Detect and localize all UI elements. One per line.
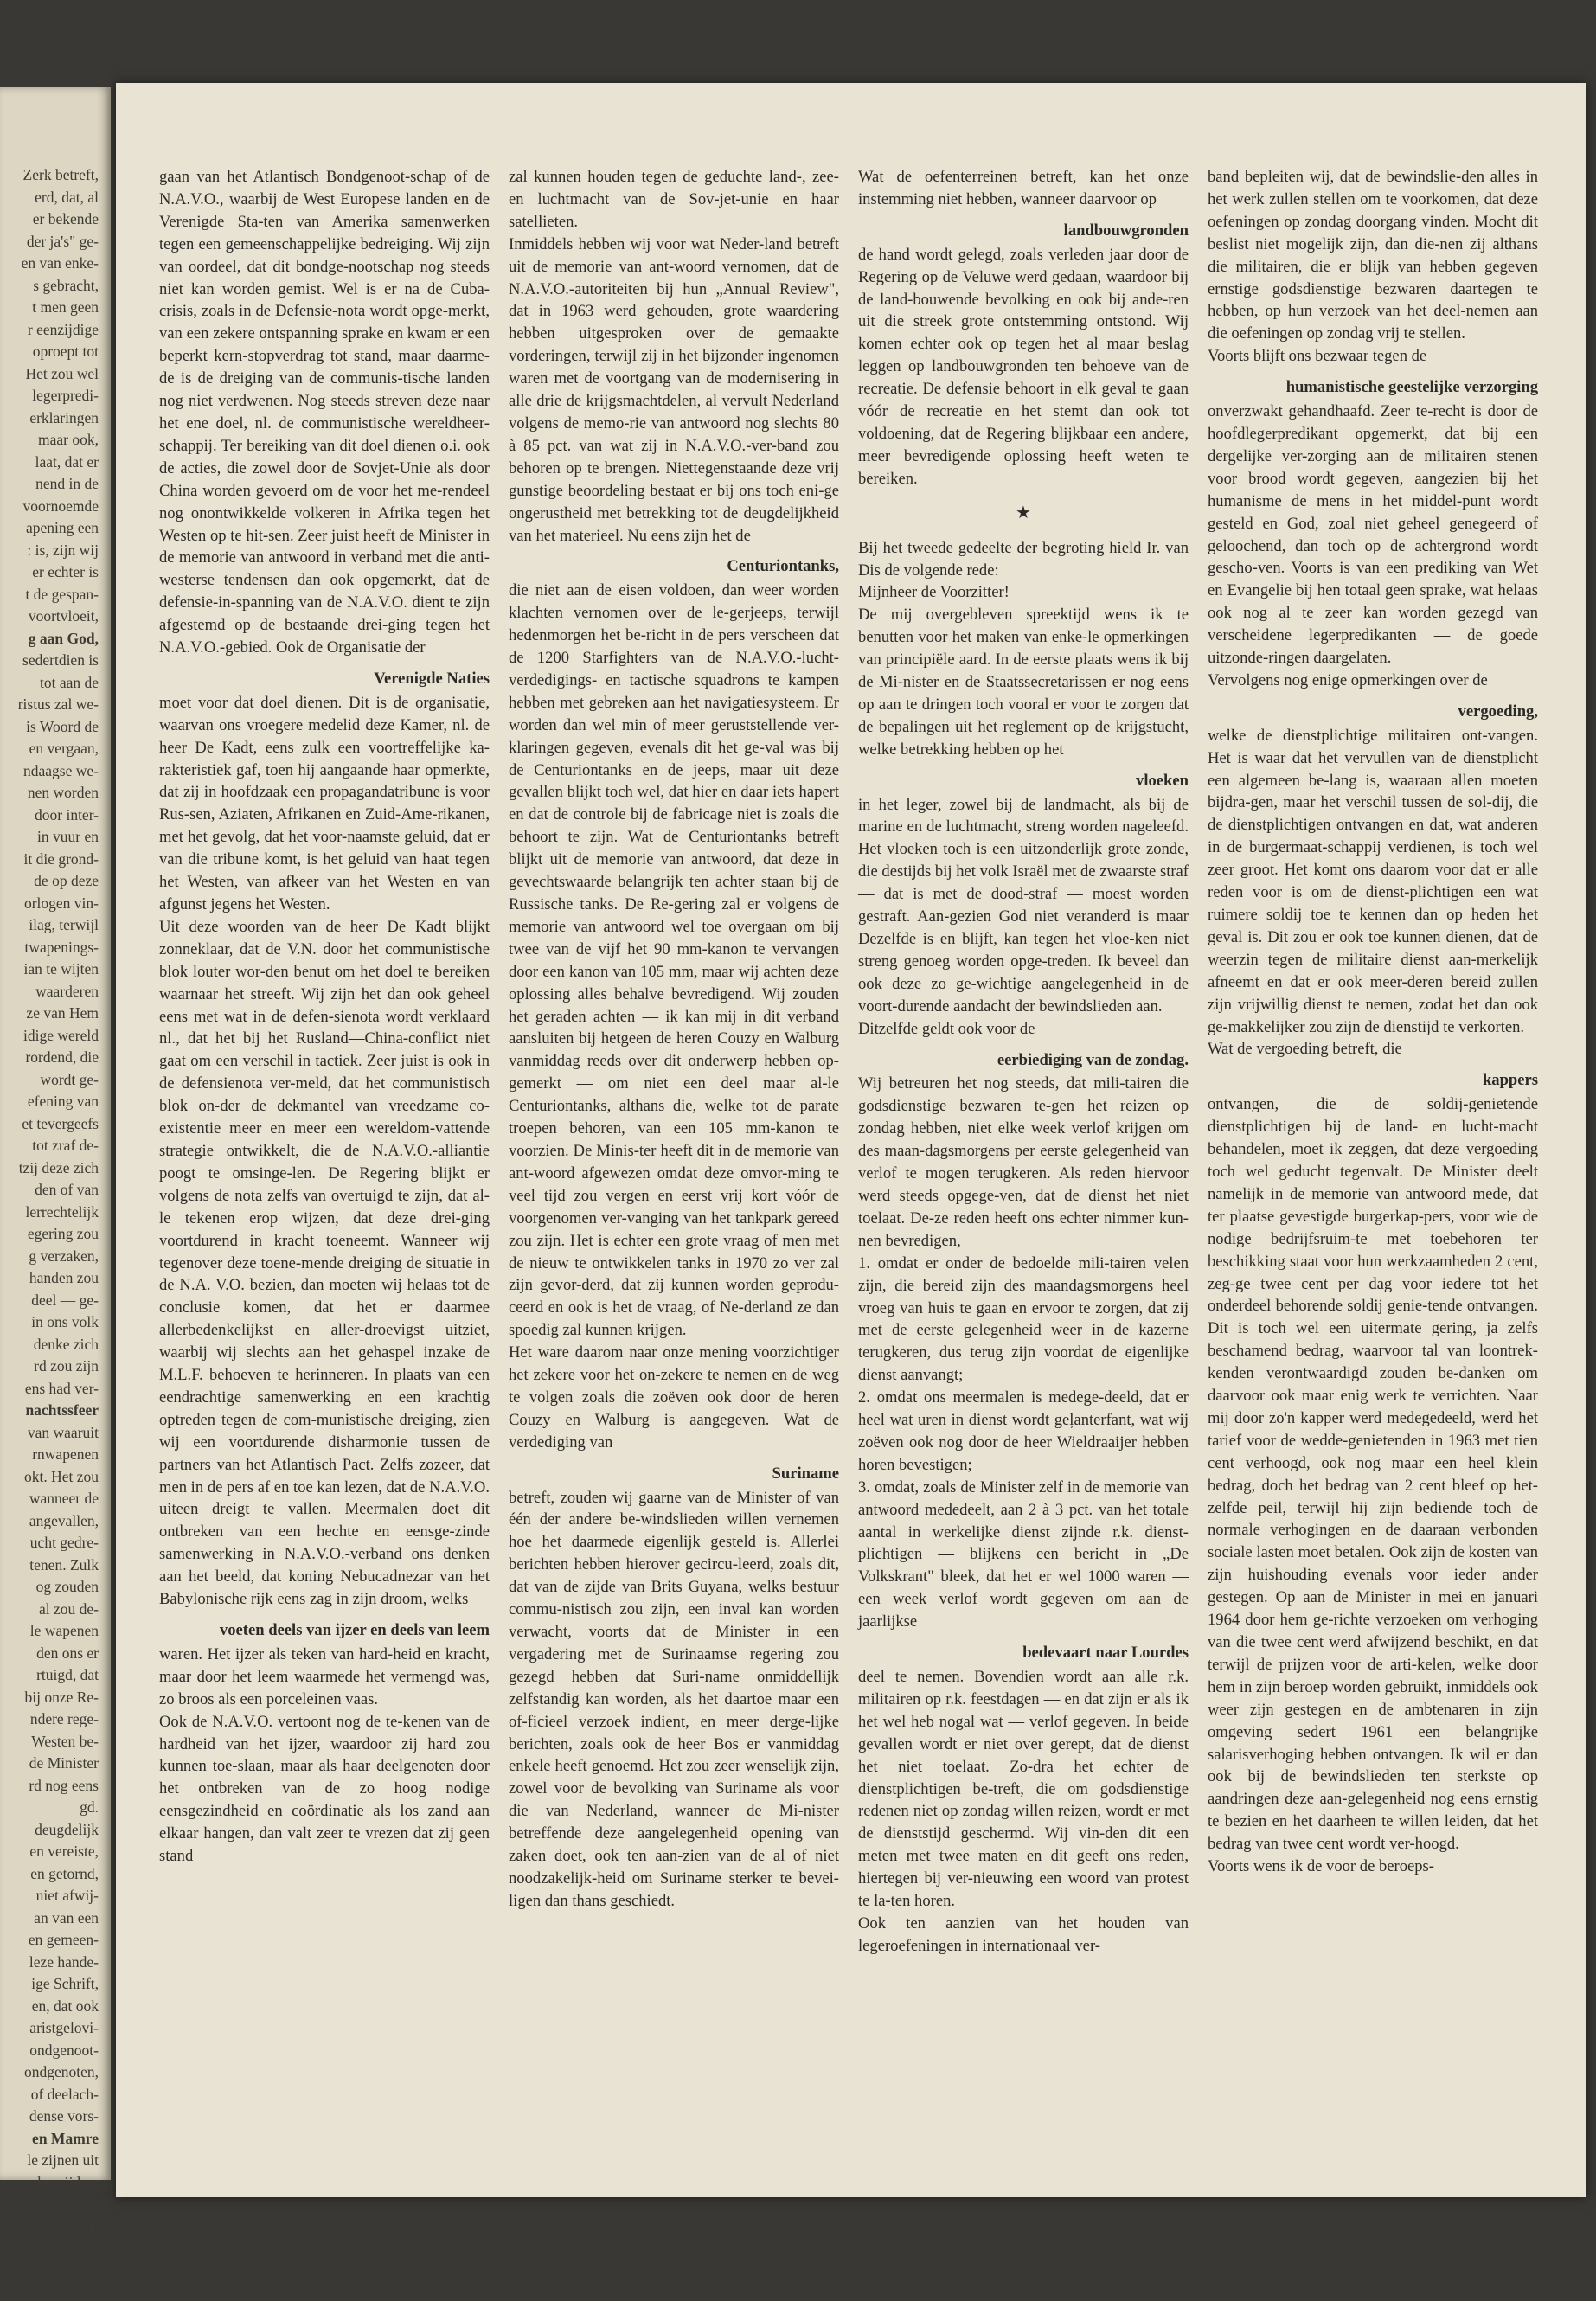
adjacent-page-line: en, dat ook bbox=[31, 1997, 99, 2015]
adjacent-page-line: ige Schrift, bbox=[31, 1975, 99, 1992]
adjacent-page-line: en van enke- bbox=[21, 254, 99, 272]
adjacent-page-line: oproept tot bbox=[32, 343, 99, 360]
adjacent-page-line: wanneer de bbox=[29, 1490, 99, 1507]
adjacent-page-line: ristus zal we- bbox=[17, 695, 99, 713]
paragraph: Vervolgens nog enige opmerkingen over de bbox=[1208, 670, 1488, 689]
adjacent-page-line: angevallen, bbox=[29, 1511, 99, 1529]
adjacent-page-line: er bekende bbox=[32, 210, 99, 228]
adjacent-page-line: deel — ge- bbox=[31, 1291, 99, 1309]
adjacent-page-line: denke zich bbox=[33, 1335, 99, 1353]
adjacent-page-line: niet afwij- bbox=[35, 1887, 99, 1904]
section-heading: vloeken bbox=[1136, 771, 1189, 790]
adjacent-page-line: rtuigd, dat bbox=[36, 1666, 99, 1683]
adjacent-page-line: ondgenoten, bbox=[23, 2063, 99, 2080]
adjacent-page-line: le zijnen uit bbox=[27, 2151, 99, 2169]
adjacent-page-line: Het zou wel bbox=[25, 364, 99, 382]
adjacent-page-heading: en Mamre bbox=[32, 2129, 99, 2147]
adjacent-page-line: apening een bbox=[25, 519, 99, 536]
adjacent-page-line: tzij deze zich bbox=[18, 1158, 99, 1176]
adjacent-page-line: in vuur en bbox=[37, 828, 99, 845]
adjacent-page-line: rd zou zijn bbox=[34, 1357, 99, 1375]
section-heading: humanistische geestelijke verzorging bbox=[1285, 378, 1538, 397]
adjacent-page-line: is Woord de bbox=[26, 717, 99, 735]
adjacent-page-line: en het aan- bbox=[32, 2217, 99, 2235]
paragraph: Voorts blijft ons bezwaar tegen de bbox=[1208, 347, 1427, 366]
section-heading: bedevaart naar Lourdes bbox=[1022, 1644, 1189, 1663]
adjacent-page-line: of deelach- bbox=[30, 2085, 99, 2103]
section-heading: vergoeding, bbox=[1458, 702, 1538, 721]
adjacent-page-line: it die grond- bbox=[23, 849, 99, 868]
column-4 bbox=[1208, 166, 1538, 1878]
adjacent-page-line: efening van bbox=[27, 1093, 99, 1110]
adjacent-page-line: nen worden bbox=[27, 784, 99, 801]
adjacent-page-line: waarderen bbox=[35, 982, 99, 1000]
adjacent-page-line: tot zraf de- bbox=[32, 1137, 99, 1154]
section-heading: voeten deels van ijzer en deels van leem bbox=[219, 1621, 490, 1639]
paragraph: 1. omdat er onder de bedoelde mili-tairen velen zijn, die bereid zijn des maandagsmorgens heel vroeg van huis te gaan en ervoor te zorgen, dat zij met de eerste gelegenheid weer in de kazerne terugkeren, dus terug zijn voordat de eigenlijke dienst aanvangt; bbox=[858, 1253, 1189, 1385]
adjacent-page-line: de Minister bbox=[29, 1754, 99, 1772]
adjacent-page-line: handen zou bbox=[29, 1269, 99, 1286]
adjacent-page-line: le wapenen bbox=[29, 1622, 99, 1639]
paragraph: 2. omdat ons meermalen is medege-deeld, dat er heel wat uren in dienst wordt geļanterfant, wat wij zoëven ook nog door de heer Wieldraaijer hebben horen bevestigen; bbox=[858, 1388, 1189, 1474]
section-heading: kappers bbox=[1482, 1071, 1538, 1090]
adjacent-page-line: og zouden bbox=[35, 1578, 99, 1595]
adjacent-page-line: et tevergeefs bbox=[22, 1114, 99, 1132]
adjacent-page-line: ucht gedre- bbox=[29, 1534, 99, 1551]
adjacent-page-line: en vereiste, bbox=[29, 1843, 99, 1860]
adjacent-page-line: ndaagse we- bbox=[23, 761, 99, 779]
adjacent-page-text bbox=[0, 164, 99, 2238]
adjacent-page-line: en vergaan, bbox=[29, 740, 99, 757]
paragraph: De mij overgebleven spreektijd wens ik te benutten voor het maken van enke-le opmerkingen van principiële aard. In de eerste plaats wens ik bij de Mi-nister en de Staatssecretarissen er nog eens op aan te dringen toch vooral er voor te zorgen dat de bepalingen uit het reglement op de krijgstucht, welke betrekking hebben op het bbox=[858, 606, 1189, 759]
adjacent-page-line: en gemeen- bbox=[28, 1931, 99, 1948]
adjacent-page-line: s gebracht, bbox=[33, 276, 99, 294]
adjacent-page-line: : is, zijn wij bbox=[27, 541, 99, 559]
paragraph: zal kunnen houden tegen de geduchte land-, zee- en luchtmacht van de Sov-jet-unie en haar satellieten. bbox=[509, 168, 839, 231]
adjacent-page-line: maar ook, bbox=[38, 431, 99, 448]
adjacent-page-line: t men geen bbox=[32, 298, 99, 316]
paragraph: Ditzelfde geldt ook voor de bbox=[858, 1019, 1035, 1038]
adjacent-page-line: laat, dat er bbox=[35, 452, 99, 471]
adjacent-page-line: voornoemde bbox=[22, 497, 99, 515]
section-heading: landbouwgronden bbox=[1063, 221, 1189, 240]
adjacent-page-line: lerrechtelijk bbox=[25, 1202, 99, 1221]
adjacent-page-line: bevrijden. bbox=[37, 2173, 99, 2191]
adjacent-page-line: voortvloeit, bbox=[28, 607, 99, 625]
column-3 bbox=[858, 166, 1189, 1958]
paragraph: Ook de N.A.V.O. vertoont nog de te-kenen van de hardheid van het ijzer, waardoor zij hard zou kunnen toe-slaan, maar als haar deelgenoten door het ontbreken van de zo hoog nodige eensgezindheid en coördinatie als los zand aan elkaar hangen, dan valt zeer te vrezen dat zij geen stand bbox=[159, 1712, 490, 1866]
paragraph: Het ware daarom naar onze mening voorzichtiger het zekere voor het on-zekere te nemen en de weg te volgen zoals die zoëven ook door de heren Couzy en Walburg is aangegeven. Wat de verdediging van bbox=[509, 1343, 839, 1452]
section-heading: Suriname bbox=[772, 1464, 839, 1483]
adjacent-page-line: wordt ge- bbox=[40, 1070, 99, 1088]
paragraph: 3. omdat, zoals de Minister zelf in de memorie van antwoord mededeelt, aan 2 à 3 pct. van het totale aantal in werkelijke dienst zijnde r.k. dienst-plichtigen — blijkens een bericht in „De Volkskrant" bleek, dat het er wel 1000 waren — een week verlof wordt gegeven om aan de jaarlijkse bbox=[858, 1477, 1189, 1631]
adjacent-page-line: r eenzijdige bbox=[27, 320, 99, 338]
adjacent-page-line: nend in de bbox=[35, 475, 99, 492]
paragraph: deel te nemen. Bovendien wordt aan alle r.k. militairen op r.k. feestdagen — en dat zijn er als ik het wel heb nogal wat — verlof gegeven. In beide gevallen wordt er niet over gerept, dat de dienst het niet toelaat. Zo-dra het echter de dienstplichtigen be-treft, die om godsdienstige redenen niet op zondag willen reizen, wordt er met de dienststijd geschermd. Wij vin-den dit een meten met twee maten en dit geeft ons reden, hiertegen bij ver-nieuwing een woord van protest te la-ten horen. bbox=[858, 1668, 1189, 1911]
adjacent-page-line: dense vors- bbox=[29, 2107, 99, 2125]
paragraph: die niet aan de eisen voldoen, dan weer worden klachten vernomen over de le-gerjeeps, terwijl hedenmorgen het be-richt in de pers verscheen dat de 1200 Starfighters van de N.A.V.O.-lucht-verdedigings- en tactische squadrons te kampen hebben met gebreken aan het navigatiesysteem. Er worden dan wel min of meer geruststellende ver-klaringen gegeven, evenals dit het ge-val was bij de Centuriontanks en de jeeps, maar uit deze gevallen blijkt toch wel, dat hier en daar iets hapert en dat de controle bij de fabricage niet is zoals die behoort te zijn. Wat de Centuriontanks betreft blijkt uit de memorie van antwoord, dat deze in gevechtswaarde belangrijk ten achter staan bij de Russische tanks. De Re-gering zal er volgens de memorie van antwoord wel toe overgaan om bij twee van de vijf het 90 mm-kanon te vervangen door een kanon van 105 mm, maar wij achten deze oplossing alles behalve bevredigend. Wij zouden het geraden achten — ik kan mij in dit verband aansluiten bij hetgeen de heren Couzy en Walburg vanmiddag reeds over dit onderwerp hebben op-gemerkt — om niet een deel maar al-le Centuriontanks, althans die, welke tot de parate troepen behoren, van een 105 mm-kanon te voorzien. De Minis-ter heeft dit in de memorie van ant-woord afgewezen omdat deze omvor-ming te veel tijd zou vergen en eerst vrij kort vóór de voorgenomen ver-vanging van het tankpark gereed zou zijn. Het is echter een grote vraag of men met de nieuw te ontwikkelen tanks in 1970 zo ver zal zijn gevor-derd, dat zij kunnen worden geprodu-ceerd en ook is het de vraag, of Ne-derland ze dan spoedig zal kunnen krijgen. bbox=[509, 581, 839, 1340]
paragraph: Uit deze woorden van de heer De Kadt blijkt zonneklaar, dat de V.N. door het communistische blok louter wor-den benut om het doel te bereiken waarnaar het streeft. Wij zijn het dan ook geheel eens met wat in de defen-sienota wordt verklaard nl., dat het bij het Rusland—China-conflict niet gaat om een verschil in tactiek. Zeer juist is ook in de defensienota ver-meld, dat het communistisch blok on-der de dekmantel van vreedzame co-existentie meer en meer een wereldom-vattende strategie ontwikkelt, die de N.A.V.O.-alliantie poogt te omsinge-len. De Regering blijkt er volgens de nota zelfs van overtuigd te zijn, dat al-le tekenen erop wijzen, dat deze drei-ging voortdurend in kracht toeneemt. Wanneer wij tegenover deze toene-mende dreiging de situatie in de N.A. V.O. bezien, dan moeten wij helaas tot de conclusie komen, dat het er daarmee allerbedenkelijkst en aller-droevigst uitziet, waarbij wij slechts aan het gehaspel inzake de M.L.F. behoeven te herinneren. In plaats van een eendrachtige samenwerking en een krachtig optreden tegen de com-munistische dreiging, zien wij een voortdurende disharmonie tussen de partners van het Atlantisch Pact. Zelfs zozeer, dat men in de pers af en toe kan lezen, dat de N.A.V.O. uiteen dreigt te vallen. Meermalen doet dit ontbreken van een hechte en eensge-zinde samenwerking in N.A.V.O.-verband ons denken aan het beeld, dat koning Nebucadnezar van het Babylonische rijk eens zag in zijn droom, welks bbox=[159, 917, 490, 1609]
paragraph: Ook ten aanzien van het houden van legeroefeningen in internationaal ver- bbox=[858, 1913, 1189, 1955]
adjacent-page-line: erd, dat, al bbox=[35, 188, 99, 206]
adjacent-page-line: tot aan de bbox=[39, 673, 99, 691]
adjacent-page-line: legerpredi- bbox=[32, 387, 99, 404]
adjacent-page-line: ndere rege- bbox=[29, 1710, 99, 1727]
adjacent-page-line: t de gespan- bbox=[25, 585, 99, 603]
adjacent-page-line: aristgelovi- bbox=[29, 2019, 99, 2036]
adjacent-page-line: ondgenoot- bbox=[29, 2041, 99, 2059]
paragraph: in het leger, zowel bij de landmacht, als bij de marine en de luchtmacht, streng worden nageleefd. Het vloeken toch is een uitzonderlijk grote zonde, die destijds bij het volk Israël met de zwaarste straf — dat is met de dood-straf — moest worden gestraft. Aan-gezien God niet veranderd is maar Dezelfde is en blijft, kan tegen het vloe-ken niet streng genoeg worden opge-treden. Ik beveel dan ook deze zo ge-wichtige aangelegenheid in de voort-durende aandacht der bewindslieden aan. bbox=[858, 795, 1189, 1016]
paragraph: Voorts wens ik de voor de beroeps- bbox=[1208, 1857, 1434, 1876]
paragraph: waren. Het ijzer als teken van hard-heid en kracht, maar door het leem waarmede het vermengd was, zo broos als een porceleinen vaas. bbox=[159, 1644, 490, 1708]
adjacent-page-line: an van een bbox=[34, 1908, 99, 1926]
paragraph: moet voor dat doel dienen. Dit is de organisatie, waarvan ons vroegere medelid deze Kamer, nl. de heer De Kadt, eens zulk een voortreffelijke ka-rakteristiek gaf, toen hij aangaande haar opmerkte, dat zij in hoofdzaak een propagandatribune is voor Rus-sen, Aziaten, Afrikanen en Zuid-Ame-rikanen, met het gevolg, dat het voor-naamste geluid, dat er van die tribune komt, is het geluid van haat tegen het Westen, van afkeer van het Westen en van afgunst jegens het Westen. bbox=[159, 693, 490, 913]
paragraph: band bepleiten wij, dat de bewindslie-den alles in het werk zullen stellen om te voorkomen, dat deze oefeningen op zondag doorgang vinden. Mocht dit beslist niet mogelijk zijn, dan die-nen zij althans die militairen, die er blijk van hebben gegeven ernstige godsdienstige bezwaren daartegen te hebben, op hun verzoek van het deel-nemen aan die oefeningen op zondag vrij te stellen. bbox=[1208, 168, 1538, 343]
adjacent-page-line: g verzaken, bbox=[29, 1247, 99, 1265]
adjacent-page-line: al zou de- bbox=[39, 1599, 99, 1618]
adjacent-page-line: gd. bbox=[80, 1798, 99, 1816]
paragraph: Inmiddels hebben wij voor wat Neder-land betreft uit de memorie van ant-woord vernomen, dat de N.A.V.O.-autoriteiten bij hun „Annual Review", dat in 1963 werd gehouden, grote waardering hebben uitgesproken over de gemaakte vorderingen, terwijl zij in het bijzonder ingenomen waren met de voortgang van de modernisering in alle drie de krijgsmachtdelen, al vervult Nederland volgens de memo-rie van antwoord nog slechts 80 à 85 pct. van wat zij in N.A.V.O.-ver-band zou behoren op te brengen. Niettegenstaande deze vrij gunstige beoordeling bestaat er bij ons toch eni-ge ongerustheid met betrekking tot de deugdelijkheid van het materieel. Nu eens zijn het de bbox=[509, 234, 839, 545]
adjacent-page-line: er echter is bbox=[32, 563, 99, 580]
adjacent-page-line: bij onze Re- bbox=[24, 1688, 99, 1706]
adjacent-page-line: den of van bbox=[35, 1181, 99, 1198]
paragraph: de hand wordt gelegd, zoals verleden jaar door de Regering op de Veluwe werd gedaan, waardoor bij de land-bouwende bevolking en ook bij ande-ren uit die streek grote ontstemming ontstond. Wij komen echter ook op tegen het al maar beslag leggen op landbouwgronden ten behoeve van de recreatie. De defensie behoort in elk geval te gaan vóór de recreatie en het stemt dan ook tot voldoening, dat de Regering blijkbaar een andere, meer bevredigende oplossing heeft weten te bereiken. bbox=[858, 245, 1189, 488]
adjacent-page-line: sedertdien is bbox=[22, 651, 99, 669]
paragraph: Wat de vergoeding betreft, die bbox=[1208, 1040, 1402, 1059]
adjacent-page-line: deugdelijk bbox=[35, 1820, 99, 1838]
adjacent-page-line: erklaringen bbox=[29, 408, 99, 426]
adjacent-page-heading: g aan God, bbox=[28, 629, 99, 647]
section-heading: Verenigde Naties bbox=[374, 669, 490, 688]
paragraph: onverzwakt gehandhaafd. Zeer te-recht is door de hoofdlegerpredikant opgemerkt, dat bij een dergelijke ver-zorging aan de militairen stenen voor brood wordt gegeven, aangezien bij het humanisme de mens in het middel-punt wordt gesteld en God, zoal niet geheel genegeerd of geloochend, dan toch op de achtergrond wordt gescho-ven. Voorts is van een prediking van Wet en Evangelie bij hen totaal geen sprake, wat helaas ook nog al te zeer kan worden gezegd van verscheidene legerpredikanten — de goede uitzonde-ringen daargelaten. bbox=[1208, 402, 1538, 668]
paragraph: ontvangen, die de soldij-genietende dienstplichtigen bij de land- en lucht-macht behandelen, moet ik zeggen, dat deze vergoeding toch wel geducht tegenvalt. De Minister deelt namelijk in de memorie van antwoord mede, dat ter plaatse gevestigde burgerkap-pers, voor wie de nodige bedrijfsruim-te met toebehoren ter beschikking staat voor hun werkzaamheden 2 cent, zeg-ge twee cent per dag voor iedere tot het onderdeel behorende soldij genie-tende ontvangen. Dit is toch wel een uitermate gering, ja zelfs beschamend bedrag, waarvoor tal van loontrek-kenden verontwaardigd zouden be-danken om daarvoor ook maar enig werk te verrichten. Naar mij door zo'n kapper werd medegedeeld, werd het tarief voor de wedde-genietenden in 1963 met tien cent verhoogd, ook nog maar een heel klein bedrag, doch het bedrag van 2 cent bleef op het-zelfde peil, terwijl hij zijn bediende toch de normale verhogingen en de daaraan verbonden sociale lasten moet betalen. Ook zijn de kosten van zijn huishouding evenals voor ieder ander gestegen. Op aan de Minister in mei en januari 1964 door hem ge-richte verzoeken om verhoging van die twee cent werd afwijzend beschikt, en dat terwijl de prijzen voor de arti-kelen, welke door hem in zijn beroep worden gebruikt, inmiddels ook weer zijn gestegen en de ambtenaren in zijn omgeving sedert 1961 een belangrijke salarisverhoging hebben ontvangen. Ik wil er dan ook bij de bewindslieden ten sterkste op aandringen deze aan-gelegenheid nog eens ernstig te bezien en het daarheen te willen leiden, dat het bedrag van twee cent wordt ver-hoogd. bbox=[1208, 1095, 1538, 1854]
separator-star: ★ bbox=[1016, 503, 1031, 522]
adjacent-page-line: tenen. Zulk bbox=[29, 1555, 99, 1574]
paragraph: Bij het tweede gedeelte der begroting hield Ir. van Dis de volgende rede: bbox=[858, 538, 1189, 580]
paragraph: Wij betreuren het nog steeds, dat mili-tairen die godsdienstige bezwaren te-gen het reizen op zondag hebben, niet elke week verlof krijgen om des maan-dagsmorgens per eerste gelegenheid van verlof te mogen terugkeren. Als reden hiervoor werd steeds opgege-ven, dat de dienst het niet toelaat. De-ze reden heeft ons echter nimmer kun-nen bevredigen, bbox=[858, 1074, 1189, 1250]
paragraph: betreft, zouden wij gaarne van de Minister of van één der andere be-windslieden willen vernemen hoe het daarmede eigenlijk gesteld is. Allerlei berichten hebben hierover gecircu-leerd, zoals dit, dat van de zijde van Brits Guyana, welks bestuur commu-nistisch zou zijn, een inval kan worden verwacht, voorts dat de Minister in een vergadering met de Surinaamse regering zou gezegd hebben dat Suri-name onmiddellijk zelfstandig kan worden, als het daartoe maar een of-ficieel verzoek indient, en meer derge-lijke berichten, zoals ook de heer Bos er vanmiddag enkele heeft genoemd. Het zou zeer wenselijk zijn, zowel voor de bevolking van Suriname als voor die van Nederland, wanneer de Mi-nister betreffende deze aangelegenheid opening van zaken doet, ook ten aan-zien van de al of niet noodzakelijk-heid om Suriname sterker te bevei-ligen dan thans geschiedt. bbox=[509, 1488, 839, 1910]
adjacent-page-line: ze van Hem bbox=[26, 1004, 99, 1022]
adjacent-page-line: rd nog eens bbox=[29, 1776, 99, 1794]
adjacent-page-line: okt. Het zou bbox=[23, 1467, 99, 1485]
adjacent-page-heading: nachtssfeer bbox=[25, 1401, 99, 1419]
adjacent-page-line: ilag, terwijl bbox=[29, 916, 99, 933]
adjacent-page-line: van waaruit bbox=[27, 1423, 99, 1441]
column-2 bbox=[509, 166, 839, 1913]
paragraph: welke de dienstplichtige militairen ont-vangen. Het is waar dat het vervullen van de dienstplicht een algemeen be-lang is, waaraan allen moeten bijdra-gen, maar het verschil tussen de sol-dij, die de dienstplichtigen ontvangen en dat, wat anderen in de burgermaat-schappij verdienen, is toch wel zeer groot. Het komt ons daarom voor dat er alle reden voor is om de dienst-plichtigen een wat ruimere soldij toe te kennen dan op heden het geval is. Dit zou er ook toe kunnen dienen, dat de weerzin tegen de militaire dienst aan-merkelijk afneemt en dat er ook meer-deren bereid zullen zijn vrijwillig dienst te nemen, zodat het dan ook ge-makkelijker zou zijn de dienstijd te verkorten. bbox=[1208, 726, 1538, 1036]
adjacent-page-line: en getornd, bbox=[30, 1864, 99, 1882]
adjacent-page-line: wij dan ook bbox=[27, 2195, 99, 2213]
adjacent-page-line: leze hande- bbox=[29, 1952, 99, 1971]
adjacent-page-line: ian te wijten bbox=[23, 960, 99, 977]
adjacent-page-line: ens had ver- bbox=[24, 1379, 99, 1397]
adjacent-page-line: den ons er bbox=[36, 1644, 99, 1662]
paragraph: gaan van het Atlantisch Bondgenoot-schap of de N.A.V.O., waarbij de West Europese landen en de Verenigde Sta-ten van Amerika samenwerken tegen een gemeenschappelijke bedreiging. Wij zijn van oordeel, dat dit bondge-nootschap nog steeds niet kan worden gemist. Wel is er na de Cuba-crisis, zoals in de Defensie-nota wordt opge-merkt, van een zekere ontspanning sprake en kwam er een beperkt kern-stopverdrag tot stand, maar daarme-de is de dreiging van de communis-tische landen nog niet verdwenen. Nog steeds streven deze naar het ene doel, nl. de communistische wereldheer-schappij. Ter bereiking van dit doel dienen o.i. ook de acties, die zowel door de Sovjet-Unie als door China worden gevoerd om de voor het me-rendeel nog onontwikkelde volkeren in Afrika tegen het Westen op te hit-sen. Zeer juist heeft de Minister in de memorie van antwoord in verband met die anti-westerse tendensen dan ook opgemerkt, dat de defensie-in-spanning van de N.A.V.O. dient te zijn afgestemd op de bestaande drei-ging tegen het N.A.V.O.-gebied. Ook de Organisatie der bbox=[159, 168, 490, 657]
adjacent-page-line: rordend, die bbox=[25, 1048, 99, 1066]
section-heading: Centuriontanks, bbox=[727, 557, 839, 576]
paragraph: Mijnheer de Voorzitter! bbox=[858, 583, 1010, 602]
adjacent-page-line: orlogen vin- bbox=[23, 894, 99, 912]
newspaper-page bbox=[116, 83, 1586, 2197]
adjacent-page-line: Westen be- bbox=[31, 1732, 99, 1750]
section-heading: eerbiediging van de zondag. bbox=[997, 1050, 1189, 1069]
paragraph: Wat de oefenterreinen betreft, kan het onze instemming niet hebben, wanneer daarvoor op bbox=[858, 168, 1189, 208]
adjacent-page-line: der ja's" ge- bbox=[26, 232, 99, 250]
adjacent-page-fragment bbox=[0, 87, 111, 2235]
adjacent-page-line: idige wereld bbox=[23, 1026, 99, 1044]
column-1 bbox=[159, 166, 490, 1868]
adjacent-page-line: rnwapenen bbox=[32, 1445, 99, 1463]
adjacent-page-line: Zerk betreft, bbox=[22, 166, 99, 183]
adjacent-page-line: egering zou bbox=[27, 1225, 99, 1242]
adjacent-page-line: twapenings- bbox=[24, 938, 99, 956]
adjacent-page-line: door inter- bbox=[35, 805, 99, 824]
adjacent-page-line: in ons volk bbox=[31, 1313, 99, 1330]
adjacent-page-line: de op deze bbox=[34, 872, 99, 889]
